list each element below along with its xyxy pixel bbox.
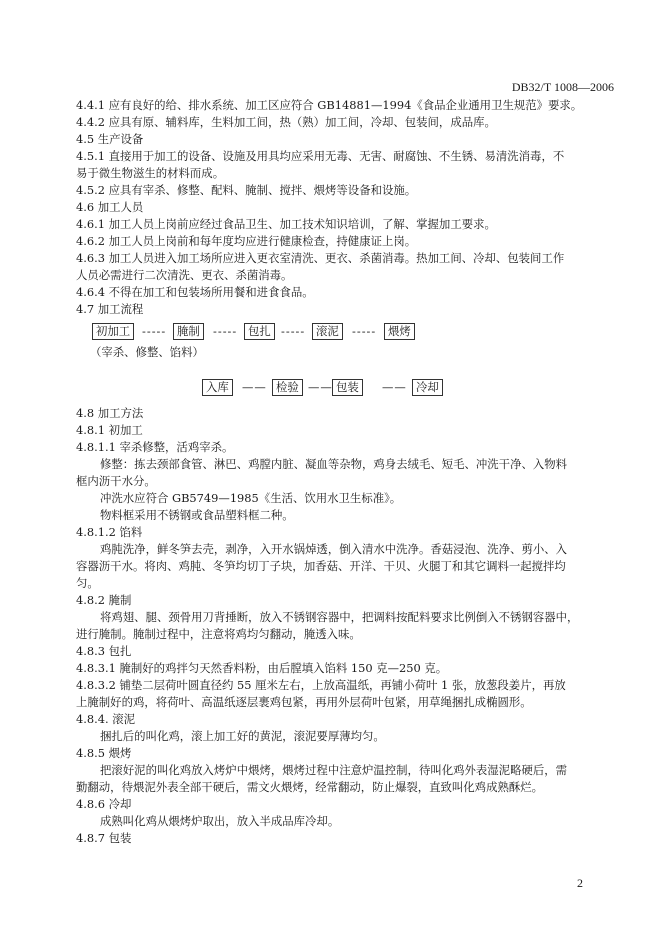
flow-step-wrap: 包扎 bbox=[244, 323, 275, 340]
section-4-8-line: 勤翻动，待煨泥外表全部干硬后，需文火煨烤，经常翻动，防止爆裂，直致叫化鸡成熟酥烂。 bbox=[76, 780, 544, 794]
clause-4-5-1-cont: 易于微生物滋生的材料而成。 bbox=[76, 166, 225, 180]
flow-step-cooling: 冷却 bbox=[412, 379, 443, 396]
section-4-8-line: 4.8.6 冷却 bbox=[76, 797, 132, 811]
clause-4-6-2: 4.6.2 加工人员上岗前和每年度均应进行健康检查，持健康证上岗。 bbox=[76, 234, 417, 248]
clause-4-6-1: 4.6.1 加工人员上岗前应经过食品卫生、加工技术知识培训，了解、掌握加工要求。 bbox=[76, 217, 496, 231]
process-flow-row-2 bbox=[76, 373, 596, 403]
section-4-8-line: 4.8.3 包扎 bbox=[76, 644, 132, 658]
section-4-8-line: 捆扎后的叫化鸡，滚上加工好的黄泥，滚泥要厚薄均匀。 bbox=[100, 729, 385, 743]
flow-step-marinate: 腌制 bbox=[173, 323, 204, 340]
process-flow-row-1 bbox=[76, 321, 596, 344]
flow-step-inspection: 检验 bbox=[272, 379, 303, 396]
flow-step-packaging: 包装 bbox=[332, 379, 363, 396]
section-4-8-line: 上腌制好的鸡，将荷叶、高温纸逐层裹鸡包紧，再用外层荷叶包紧，用草绳捆扎成椭圆形。 bbox=[76, 695, 532, 709]
section-4-8-line: 冲洗水应符合 GB5749—1985《生活、饮用水卫生标准》。 bbox=[100, 491, 402, 505]
flow-arrow: —— bbox=[242, 380, 267, 394]
clause-4-6-4: 4.6.4 不得在加工和包装场所用餐和进食食品。 bbox=[76, 285, 314, 299]
flow-step-mud-coating: 滚泥 bbox=[312, 323, 343, 340]
section-4-8-line: 4.8.1 初加工 bbox=[76, 423, 143, 437]
heading-4-7: 4.7 加工流程 bbox=[76, 302, 144, 316]
section-4-8-line: 4.8.3.2 铺垫二层荷叶圆直径约 55 厘米左右，上放高温纸，再铺小荷叶 1 张，放葱段姜片，再放 bbox=[76, 678, 566, 692]
section-4-8-line: 4.8.1.1 宰杀修整，活鸡宰杀。 bbox=[76, 440, 234, 454]
section-4-8-line: 4.8.7 包装 bbox=[76, 831, 132, 845]
heading-4-6: 4.6 加工人员 bbox=[76, 200, 144, 214]
section-4-8-line: 鸡肫洗净，鲜冬笋去壳，剥净，入开水锅焯透，倒入清水中洗净。香菇浸泡、洗净、剪小、入 bbox=[100, 542, 568, 556]
section-4-8-line: 成熟叫化鸡从煨烤炉取出，放入半成品库冷却。 bbox=[100, 814, 340, 828]
section-4-8-line: 物料框采用不锈钢或食品塑料框二种。 bbox=[100, 508, 294, 522]
flow-arrow: ----- bbox=[352, 324, 377, 338]
section-4-8-line: 4.8.3.1 腌制好的鸡拌匀天然香料粉，由后膛填入馅料 150 克—250 克。 bbox=[76, 661, 448, 675]
flow-arrow: —— bbox=[382, 380, 407, 394]
section-4-8-line: 容器沥干水。将肉、鸡肫、冬笋均切丁子块，加香菇、开洋、干贝、火腿丁和其它调料一起搅拌均 bbox=[76, 559, 566, 573]
flow-arrow: ----- bbox=[281, 324, 306, 338]
flow-step-roast: 煨烤 bbox=[384, 323, 415, 340]
flow-arrow: ----- bbox=[142, 324, 167, 338]
flow-step-storage: 入库 bbox=[202, 379, 233, 396]
clause-4-5-1: 4.5.1 直接用于加工的设备、设施及用具均应采用无毒、无害、耐腐蚀、不生锈、易清洗消毒，不 bbox=[76, 149, 565, 163]
page-number: 2 bbox=[577, 876, 583, 890]
clause-4-4-1: 4.4.1 应有良好的给、排水系统、加工区应符合 GB14881—1994《食品企业通用卫生规范》要求。 bbox=[76, 98, 583, 112]
section-4-8-line: 4.8.4. 滚泥 bbox=[76, 712, 136, 726]
section-4-8-line: 4.8.1.2 馅料 bbox=[76, 525, 143, 539]
section-4-8 bbox=[76, 405, 596, 847]
section-4-8-line: 修整：拣去颈部食管、淋巴、鸡膛内脏、凝血等杂物，鸡身去绒毛、短毛、冲洗干净、入物料 bbox=[100, 457, 568, 471]
section-4-8-line: 4.8.5 煨烤 bbox=[76, 746, 132, 760]
section-4-8-line: 匀。 bbox=[76, 576, 99, 590]
clause-4-6-3-cont: 人员必需进行二次清洗、更衣、杀菌消毒。 bbox=[76, 268, 293, 282]
section-4-8-line: 将鸡翅、腿、颈骨用刀背捶断，放入不锈钢容器中，把调料按配料要求比例倒入不锈钢容器中， bbox=[100, 610, 579, 624]
clause-4-6-3: 4.6.3 加工人员进入加工场所应进入更衣室清洗、更衣、杀菌消毒。热加工间、冷却、包装间工作 bbox=[76, 251, 565, 265]
flow-step-initial-processing: 初加工 bbox=[92, 323, 134, 340]
flow-arrow: —— bbox=[308, 380, 333, 394]
section-4-8-line: 框内沥干水分。 bbox=[76, 474, 156, 488]
flow-note: （宰杀、修整、馅料） bbox=[90, 345, 204, 359]
section-4-8-line: 进行腌制。腌制过程中，注意将鸡均匀翻动，腌透入味。 bbox=[76, 627, 361, 641]
section-4-4-to-4-7 bbox=[76, 97, 596, 318]
section-4-8-line: 4.8.2 腌制 bbox=[76, 593, 132, 607]
clause-4-5-2: 4.5.2 应具有宰杀、修整、配料、腌制、搅拌、煨烤等设备和设施。 bbox=[76, 183, 417, 197]
clause-4-4-2: 4.4.2 应具有原、辅料库，生料加工间，热（熟）加工间，冷却、包装间，成品库。 bbox=[76, 115, 496, 129]
standard-number: DB32/T 1008—2006 bbox=[511, 80, 614, 94]
section-4-8-line: 4.8 加工方法 bbox=[76, 406, 144, 420]
section-4-8-line: 把滚好泥的叫化鸡放入烤炉中煨烤，煨烤过程中注意炉温控制，待叫化鸡外表湿泥略硬后，需 bbox=[100, 763, 568, 777]
document-body bbox=[76, 97, 596, 847]
heading-4-5: 4.5 生产设备 bbox=[76, 132, 144, 146]
flow-arrow: ----- bbox=[213, 324, 238, 338]
